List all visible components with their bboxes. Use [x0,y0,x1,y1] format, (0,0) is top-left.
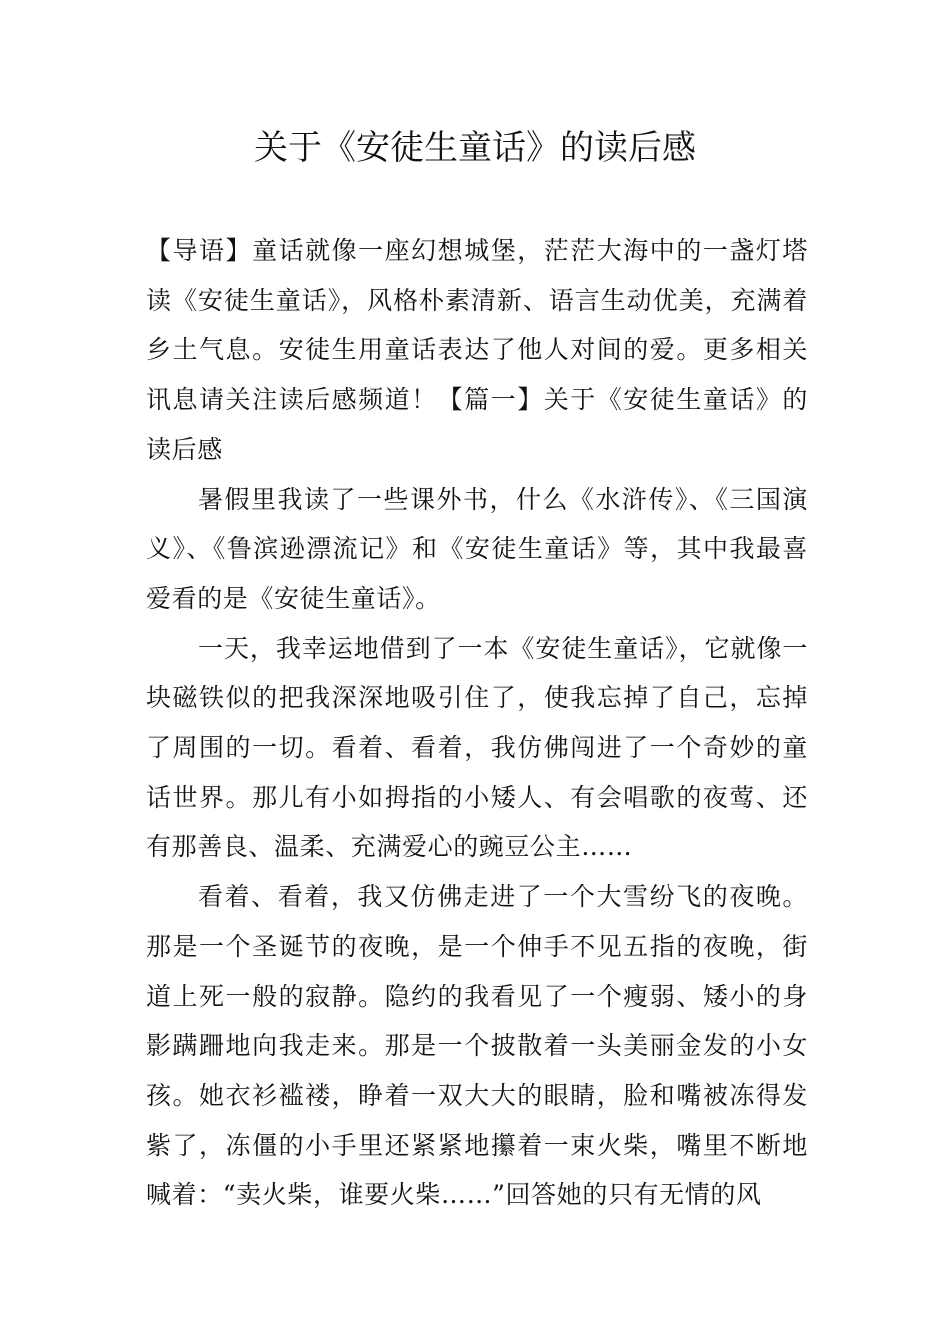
paragraph-intro: 【导语】童话就像一座幻想城堡，茫茫大海中的一盏灯塔读《安徒生童话》，风格朴素清新、语言生动优美，充满着乡土气息。安徒生用童话表达了他人对间的爱。更多相关讯息请关注读后感频道！【篇一】关于《安徒生童话》的读后感 [146,236,808,464]
document-title: 关于《安徒生童话》的读后感 [254,128,696,168]
paragraph-match-girl: 看着、看着，我又仿佛走进了一个大雪纷飞的夜晚。那是一个圣诞节的夜晚，是一个伸手不见五指的夜晚，街道上死一般的寂静。隐约的我看见了一个瘦弱、矮小的身影蹒跚地向我走来。那是一个披散着一头美丽金发的小女孩。她衣衫褴褛，睁着一双大大的眼睛，脸和嘴被冻得发紫了，冻僵的小手里还紧紧地攥着一束火柴，嘴里不断地喊着：“卖火柴，谁要火柴……”回答她的只有无情的风 [146,882,808,1210]
paragraph-summer-reading: 暑假里我读了一些课外书，什么《水浒传》、《三国演义》、《鲁滨逊漂流记》和《安徒生童话》等，其中我最喜爱看的是《安徒生童话》。 [146,484,808,613]
paragraph-fairy-world: 一天，我幸运地借到了一本《安徒生童话》，它就像一块磁铁似的把我深深地吸引住了，使我忘掉了自己，忘掉了周围的一切。看着、看着，我仿佛闯进了一个奇妙的童话世界。那儿有小如拇指的小矮人、有会唱歌的夜莺、还有那善良、温柔、充满爱心的豌豆公主…… [146,633,808,862]
document-body [146,226,808,1220]
